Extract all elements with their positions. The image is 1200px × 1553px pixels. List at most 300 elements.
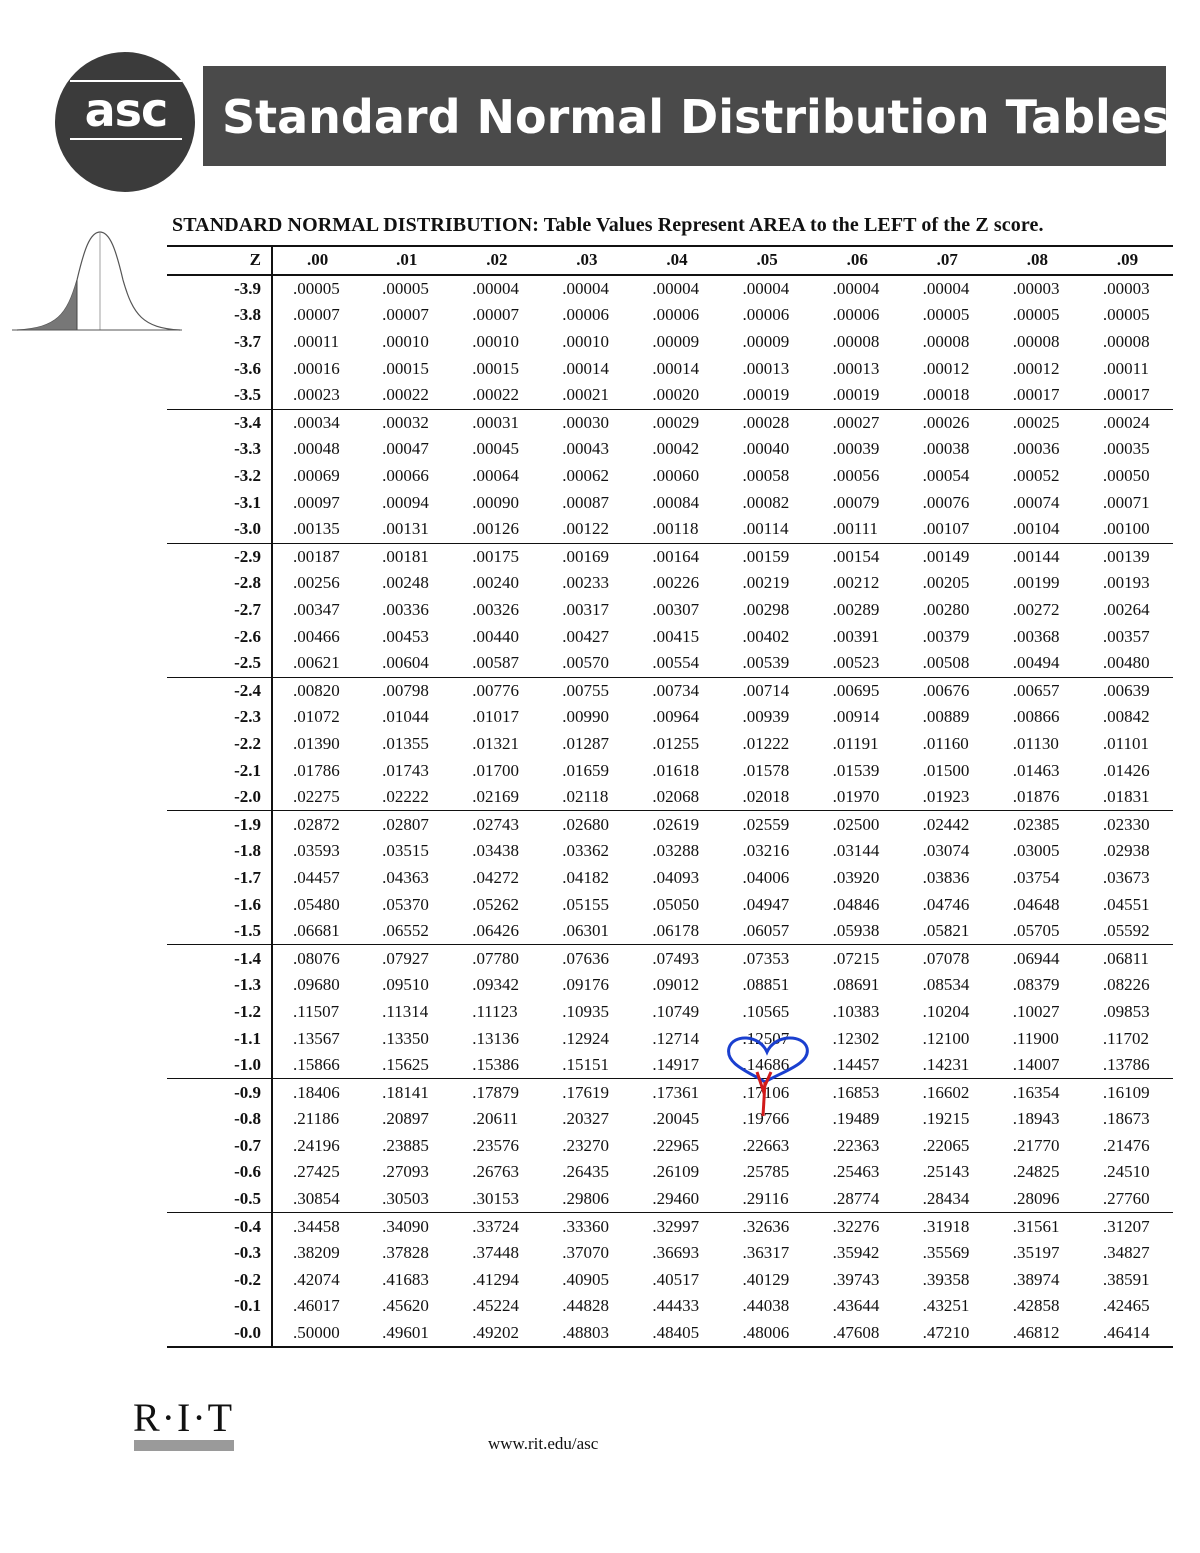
table-cell: .00199 xyxy=(1012,573,1060,593)
table-cell: .06811 xyxy=(1102,948,1149,968)
table-cell: .12100 xyxy=(922,1028,970,1048)
table-cell: .00054 xyxy=(922,466,970,486)
table-cell: .00866 xyxy=(1012,707,1060,727)
table-cell: .00298 xyxy=(742,600,790,620)
page-title: Standard Normal Distribution Tables xyxy=(222,90,1170,144)
table-cell: .01700 xyxy=(472,760,519,780)
table-cell: .04846 xyxy=(832,894,880,914)
col-header: .07 xyxy=(903,246,993,275)
table-cell: .00264 xyxy=(1102,600,1150,620)
z-value: -2.9 xyxy=(167,543,272,570)
table-cell: .40129 xyxy=(742,1269,790,1289)
table-cell: .19489 xyxy=(832,1109,880,1129)
table-cell: .04182 xyxy=(562,867,610,887)
table-cell: .00347 xyxy=(293,600,340,620)
z-value: -0.7 xyxy=(167,1133,272,1160)
table-cell: .01463 xyxy=(1012,760,1060,780)
table-cell: .03005 xyxy=(1012,841,1060,861)
table-cell: .05050 xyxy=(652,894,700,914)
table-cell: .00154 xyxy=(832,546,880,566)
table-cell: .31561 xyxy=(1012,1216,1060,1236)
table-cell: .07780 xyxy=(472,948,519,968)
table-cell: .01743 xyxy=(382,760,429,780)
table-cell: .00114 xyxy=(722,516,812,543)
table-cell: .00587 xyxy=(452,650,542,677)
table-cell: .00131 xyxy=(362,516,452,543)
table-cell: .00009 xyxy=(742,332,790,352)
table-cell: .00031 xyxy=(472,412,519,432)
table-cell: .04947 xyxy=(742,894,790,914)
table-cell: .00193 xyxy=(1102,573,1150,593)
table-cell: .02500 xyxy=(832,814,880,834)
table-cell: .07353 xyxy=(742,948,790,968)
table-cell: .14457 xyxy=(813,1052,903,1079)
table-cell: .01287 xyxy=(562,733,610,753)
table-cell: .40517 xyxy=(652,1269,700,1289)
table-cell: .00570 xyxy=(542,650,632,677)
table-cell: .04272 xyxy=(472,867,519,887)
table-row xyxy=(167,436,1173,463)
table-cell: .34827 xyxy=(1102,1243,1150,1263)
table-cell: .47210 xyxy=(903,1320,993,1348)
table-row xyxy=(167,329,1173,356)
table-cell: .00402 xyxy=(742,626,790,646)
table-cell: .16853 xyxy=(832,1082,880,1102)
z-value: -0.9 xyxy=(167,1079,272,1106)
table-row xyxy=(167,1240,1173,1267)
table-cell: .00379 xyxy=(922,626,970,646)
col-header: .08 xyxy=(993,246,1083,275)
table-cell: .00097 xyxy=(293,492,340,512)
table-cell: .00289 xyxy=(832,600,880,620)
z-value: -3.2 xyxy=(167,463,272,490)
z-value: -2.4 xyxy=(167,677,272,704)
table-cell: .10565 xyxy=(742,1001,790,1021)
table-cell: .00427 xyxy=(562,626,610,646)
table-cell: .00440 xyxy=(472,626,519,646)
table-cell: .00539 xyxy=(722,650,812,677)
table-cell: .18141 xyxy=(382,1082,429,1102)
table-cell: .02743 xyxy=(472,814,519,834)
rit-logo: R·I·T xyxy=(133,1395,235,1440)
table-cell: .37828 xyxy=(382,1243,429,1263)
table-cell: .04746 xyxy=(922,894,970,914)
table-row xyxy=(167,1106,1173,1133)
table-cell: .01970 xyxy=(813,784,903,811)
table-row xyxy=(167,543,1173,570)
table-cell: .00004 xyxy=(562,278,610,298)
table-cell: .00032 xyxy=(382,412,429,432)
z-value: -0.8 xyxy=(167,1106,272,1133)
table-cell: .00082 xyxy=(742,492,790,512)
table-cell: .00939 xyxy=(742,707,790,727)
table-cell: .29460 xyxy=(632,1186,722,1213)
table-cell: .02068 xyxy=(632,784,722,811)
table-cell: .03074 xyxy=(922,841,970,861)
table-row xyxy=(167,623,1173,650)
table-cell: .00010 xyxy=(562,332,610,352)
table-cell: .03288 xyxy=(652,841,700,861)
table-row xyxy=(167,1079,1173,1106)
table-cell: .05262 xyxy=(472,894,519,914)
table-row xyxy=(167,1293,1173,1320)
table-cell: .03362 xyxy=(562,841,610,861)
table-cell: .00212 xyxy=(832,573,880,593)
table-cell: .04093 xyxy=(652,867,700,887)
table-cell: .00159 xyxy=(742,546,790,566)
table-cell: .11507 xyxy=(293,1001,340,1021)
table-cell: .30153 xyxy=(452,1186,542,1213)
table-cell: .00990 xyxy=(562,707,610,727)
table-cell: .00523 xyxy=(813,650,903,677)
table-cell: .33360 xyxy=(562,1216,610,1236)
table-cell: .39743 xyxy=(832,1269,880,1289)
table-cell: .03920 xyxy=(832,867,880,887)
table-cell: .00040 xyxy=(742,439,790,459)
table-cell: .01786 xyxy=(293,760,340,780)
table-cell: .00024 xyxy=(1102,412,1150,432)
z-value: -3.6 xyxy=(167,355,272,382)
table-cell: .00734 xyxy=(652,680,700,700)
table-cell: .37448 xyxy=(472,1243,519,1263)
table-cell: .00676 xyxy=(922,680,970,700)
table-row xyxy=(167,918,1173,945)
table-cell: .00007 xyxy=(293,305,340,325)
table-cell: .05155 xyxy=(562,894,610,914)
table-cell: .00008 xyxy=(1102,332,1150,352)
table-row xyxy=(167,865,1173,892)
z-value: -2.0 xyxy=(167,784,272,811)
table-cell: .14231 xyxy=(903,1052,993,1079)
table-row xyxy=(167,838,1173,865)
z-value: -2.1 xyxy=(167,757,272,784)
table-cell: .17361 xyxy=(652,1082,700,1102)
table-cell: .00107 xyxy=(903,516,993,543)
table-cell: .35942 xyxy=(832,1243,880,1263)
z-value: -2.3 xyxy=(167,704,272,731)
table-cell: .00007 xyxy=(472,305,519,325)
table-cell: .07215 xyxy=(832,948,880,968)
z-value: -2.2 xyxy=(167,731,272,758)
table-cell: .35197 xyxy=(1012,1243,1060,1263)
col-header: .05 xyxy=(722,246,812,275)
table-cell: .30854 xyxy=(272,1186,362,1213)
table-cell: .17879 xyxy=(472,1082,519,1102)
table-cell: .09342 xyxy=(472,975,519,995)
table-cell: .00090 xyxy=(472,492,519,512)
table-row xyxy=(167,704,1173,731)
table-row xyxy=(167,1025,1173,1052)
table-cell: .02559 xyxy=(742,814,790,834)
table-cell: .02118 xyxy=(542,784,632,811)
table-cell: .13350 xyxy=(382,1028,429,1048)
table-cell: .02385 xyxy=(1012,814,1060,834)
table-cell: .23576 xyxy=(472,1135,519,1155)
table-cell: .02807 xyxy=(382,814,429,834)
table-cell: .32276 xyxy=(832,1216,880,1236)
table-cell: .17619 xyxy=(562,1082,610,1102)
table-cell: .46017 xyxy=(293,1296,340,1316)
table-cell: .00272 xyxy=(1012,600,1060,620)
table-row xyxy=(167,891,1173,918)
table-cell: .00964 xyxy=(652,707,700,727)
table-cell: .00280 xyxy=(922,600,970,620)
table-cell: .08379 xyxy=(1012,975,1060,995)
table-cell: .42858 xyxy=(1012,1296,1060,1316)
rit-logo-bar xyxy=(134,1440,234,1451)
table-row xyxy=(167,1052,1173,1079)
table-caption: STANDARD NORMAL DISTRIBUTION: Table Values Represent AREA to the LEFT of the Z score. xyxy=(172,214,1044,236)
table-cell: .00071 xyxy=(1102,492,1150,512)
table-cell: .00164 xyxy=(652,546,700,566)
table-cell: .00122 xyxy=(542,516,632,543)
table-cell: .00025 xyxy=(1012,412,1060,432)
table-cell: .00045 xyxy=(472,439,519,459)
z-value: -1.9 xyxy=(167,811,272,838)
table-cell: .01130 xyxy=(1012,733,1059,753)
table-cell: .00006 xyxy=(742,305,790,325)
table-cell: .25785 xyxy=(742,1162,790,1182)
table-cell: .24196 xyxy=(293,1135,340,1155)
table-row xyxy=(167,945,1173,972)
footer-url[interactable]: www.rit.edu/asc xyxy=(488,1434,599,1453)
table-cell: .42465 xyxy=(1102,1296,1150,1316)
table-cell: .01255 xyxy=(652,733,700,753)
table-cell: .23885 xyxy=(382,1135,429,1155)
table-cell: .00187 xyxy=(293,546,340,566)
table-cell: .04006 xyxy=(742,867,790,887)
table-cell: .00028 xyxy=(742,412,790,432)
table-cell: .45620 xyxy=(382,1296,429,1316)
table-cell: .02330 xyxy=(1102,814,1150,834)
table-cell: .22065 xyxy=(922,1135,970,1155)
z-value: -2.8 xyxy=(167,570,272,597)
table-cell: .13786 xyxy=(1083,1052,1173,1079)
table-cell: .22363 xyxy=(832,1135,880,1155)
table-cell: .00047 xyxy=(382,439,429,459)
table-cell: .00021 xyxy=(542,382,632,409)
table-cell: .00889 xyxy=(922,707,970,727)
table-cell: .00079 xyxy=(832,492,880,512)
table-cell: .00003 xyxy=(1012,278,1060,298)
table-cell: .36317 xyxy=(742,1243,790,1263)
col-header: .02 xyxy=(452,246,542,275)
table-cell: .01831 xyxy=(1083,784,1173,811)
table-cell: .31207 xyxy=(1102,1216,1150,1236)
table-cell: .09176 xyxy=(562,975,610,995)
z-value: -0.3 xyxy=(167,1240,272,1267)
table-cell: .00508 xyxy=(903,650,993,677)
table-cell: .00007 xyxy=(382,305,429,325)
table-cell: .41294 xyxy=(472,1269,519,1289)
table-cell: .00034 xyxy=(293,412,340,432)
table-cell: .27093 xyxy=(382,1162,429,1182)
table-cell: .00181 xyxy=(382,546,429,566)
table-cell: .14917 xyxy=(632,1052,722,1079)
table-cell: .05705 xyxy=(993,918,1083,945)
table-cell: .04551 xyxy=(1102,894,1150,914)
table-cell: .38974 xyxy=(1012,1269,1060,1289)
table-row xyxy=(167,597,1173,624)
table-cell: .05938 xyxy=(813,918,903,945)
z-value: -2.6 xyxy=(167,623,272,650)
table-row xyxy=(167,784,1173,811)
table-cell: .01500 xyxy=(922,760,970,780)
table-cell: .02275 xyxy=(272,784,362,811)
z-value: -1.7 xyxy=(167,865,272,892)
z-value: -3.7 xyxy=(167,329,272,356)
table-cell: .44433 xyxy=(652,1296,700,1316)
z-value: -0.1 xyxy=(167,1293,272,1320)
table-cell: .00357 xyxy=(1102,626,1150,646)
table-cell: .20327 xyxy=(562,1109,610,1129)
table-row xyxy=(167,972,1173,999)
table-cell: .00056 xyxy=(832,466,880,486)
table-cell: .50000 xyxy=(272,1320,362,1348)
table-cell: .00005 xyxy=(922,305,970,325)
table-cell: .00069 xyxy=(293,466,340,486)
table-cell: .39358 xyxy=(922,1269,970,1289)
table-cell: .01355 xyxy=(382,733,429,753)
table-cell: .00391 xyxy=(832,626,880,646)
table-row xyxy=(167,677,1173,704)
table-cell: .00466 xyxy=(293,626,340,646)
table-cell: .47608 xyxy=(813,1320,903,1348)
table-cell: .07493 xyxy=(652,948,700,968)
table-cell: .00126 xyxy=(452,516,542,543)
table-cell: .35569 xyxy=(922,1243,970,1263)
z-value: -0.2 xyxy=(167,1267,272,1294)
table-cell: .28096 xyxy=(993,1186,1083,1213)
table-row xyxy=(167,489,1173,516)
table-cell: .00100 xyxy=(1083,516,1173,543)
table-cell: .07927 xyxy=(382,948,429,968)
table-cell: .01426 xyxy=(1102,760,1150,780)
table-cell: .01044 xyxy=(382,707,429,727)
table-cell: .10935 xyxy=(562,1001,610,1021)
table-row xyxy=(167,1159,1173,1186)
table-cell: .27425 xyxy=(293,1162,340,1182)
col-header: .03 xyxy=(542,246,632,275)
table-cell: .00094 xyxy=(382,492,429,512)
table-row xyxy=(167,382,1173,409)
table-cell: .15625 xyxy=(362,1052,452,1079)
table-cell: .21770 xyxy=(1012,1135,1060,1155)
table-cell: .01321 xyxy=(472,733,519,753)
table-cell: .01923 xyxy=(903,784,993,811)
table-cell: .18943 xyxy=(1012,1109,1060,1129)
table-cell: .21476 xyxy=(1102,1135,1150,1155)
table-row xyxy=(167,1186,1173,1213)
table-cell: .00087 xyxy=(562,492,610,512)
z-value: -1.3 xyxy=(167,972,272,999)
table-cell: .10027 xyxy=(1012,1001,1060,1021)
z-value: -3.0 xyxy=(167,516,272,543)
table-row xyxy=(167,516,1173,543)
table-cell: .41683 xyxy=(382,1269,429,1289)
table-cell: .14007 xyxy=(993,1052,1083,1079)
table-cell: .49202 xyxy=(452,1320,542,1348)
table-cell: .00013 xyxy=(742,358,790,378)
table-cell: .01539 xyxy=(832,760,880,780)
table-cell: .16602 xyxy=(922,1082,970,1102)
table-cell: .00657 xyxy=(1012,680,1060,700)
table-cell: .00175 xyxy=(472,546,519,566)
z-value: -3.5 xyxy=(167,382,272,409)
table-row xyxy=(167,1267,1173,1294)
table-cell: .00368 xyxy=(1012,626,1060,646)
table-row xyxy=(167,999,1173,1026)
table-cell: .00639 xyxy=(1102,680,1150,700)
table-cell: .00009 xyxy=(652,332,700,352)
table-cell: .02222 xyxy=(362,784,452,811)
col-header: .00 xyxy=(272,246,362,275)
table-cell: .00019 xyxy=(813,382,903,409)
table-cell: .00256 xyxy=(293,573,340,593)
table-cell: .00008 xyxy=(832,332,880,352)
table-cell: .28434 xyxy=(903,1186,993,1213)
col-header: .06 xyxy=(813,246,903,275)
table-row xyxy=(167,1320,1173,1348)
table-row xyxy=(167,355,1173,382)
table-cell: .30503 xyxy=(362,1186,452,1213)
table-cell: .03836 xyxy=(922,867,970,887)
z-value: -2.7 xyxy=(167,597,272,624)
table-cell: .00066 xyxy=(382,466,429,486)
table-cell: .26435 xyxy=(562,1162,610,1182)
table-cell: .12714 xyxy=(652,1028,700,1048)
table-cell: .00169 xyxy=(562,546,610,566)
table-cell: .12924 xyxy=(562,1028,610,1048)
table-cell: .40905 xyxy=(562,1269,610,1289)
bell-curve-icon xyxy=(12,220,182,345)
table-cell: .22965 xyxy=(652,1135,700,1155)
table-cell: .00062 xyxy=(562,466,610,486)
table-cell: .00233 xyxy=(562,573,610,593)
table-cell: .05480 xyxy=(293,894,340,914)
table-cell: .01578 xyxy=(742,760,790,780)
table-cell: .11314 xyxy=(382,1001,429,1021)
table-cell: .07078 xyxy=(922,948,970,968)
table-cell: .00111 xyxy=(813,516,903,543)
table-cell: .21186 xyxy=(293,1109,340,1129)
table-cell: .04363 xyxy=(382,867,429,887)
z-value: -2.5 xyxy=(167,650,272,677)
table-cell: .10204 xyxy=(922,1001,970,1021)
table-cell: .08851 xyxy=(742,975,790,995)
table-cell: .00027 xyxy=(832,412,880,432)
table-cell: .01072 xyxy=(293,707,340,727)
table-row xyxy=(167,650,1173,677)
col-header: .04 xyxy=(632,246,722,275)
table-row xyxy=(167,302,1173,329)
table-cell: .00415 xyxy=(652,626,700,646)
table-cell: .00820 xyxy=(293,680,340,700)
table-cell: .00144 xyxy=(1012,546,1060,566)
table-cell: .46812 xyxy=(993,1320,1083,1348)
table-cell: .00453 xyxy=(382,626,429,646)
table-cell: .00008 xyxy=(922,332,970,352)
table-cell: .00005 xyxy=(1012,305,1060,325)
table-cell: .00494 xyxy=(993,650,1083,677)
table-cell: .05821 xyxy=(903,918,993,945)
table-cell: .24825 xyxy=(1012,1162,1060,1182)
table-row xyxy=(167,757,1173,784)
table-cell: .00030 xyxy=(562,412,610,432)
table-cell: .02018 xyxy=(722,784,812,811)
table-cell: .11900 xyxy=(1012,1028,1059,1048)
table-cell: .00074 xyxy=(1012,492,1060,512)
